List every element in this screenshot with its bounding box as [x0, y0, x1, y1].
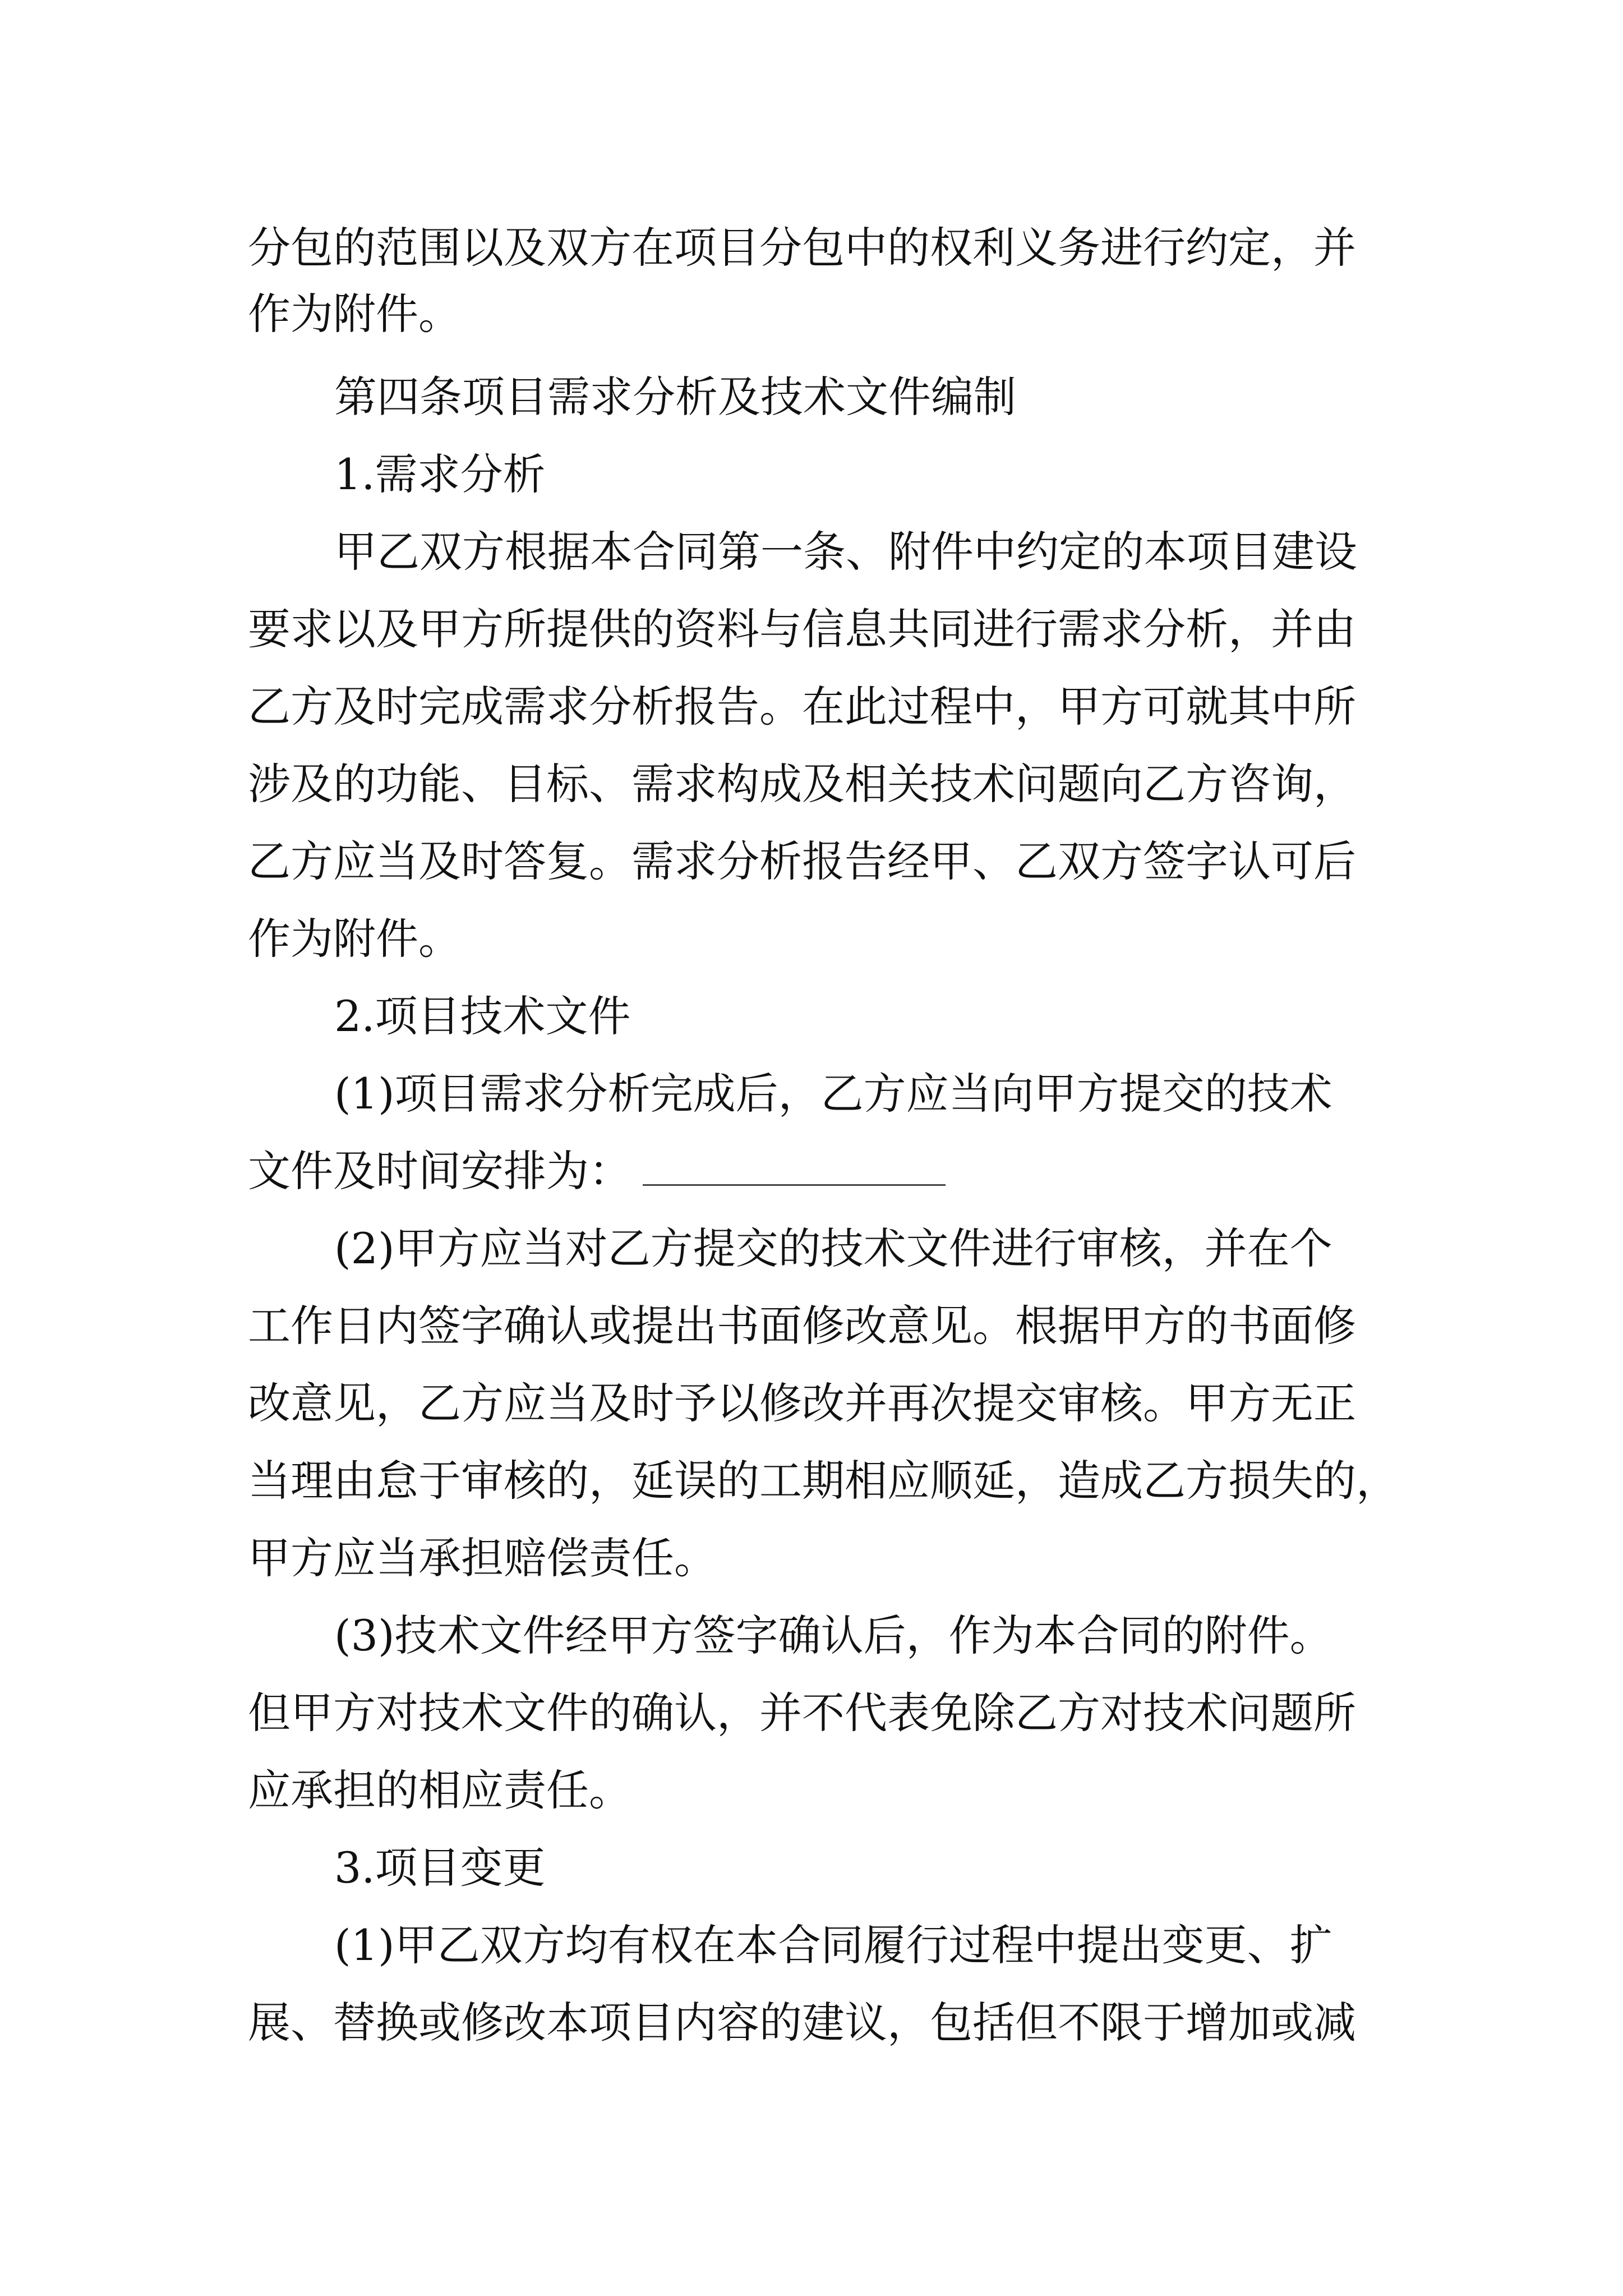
text-line: 展、替换或修改本项目内容的建议，包括但不限于增加或减 — [248, 1998, 1356, 2047]
text-line: 要求以及甲方所提供的资料与信息共同进行需求分析，并由 — [248, 604, 1356, 654]
text-line: 分包的范围以及双方在项目分包中的权利义务进行约定，并 — [248, 223, 1356, 273]
text-line: 作为附件。 — [248, 289, 461, 339]
text-line: (3)技术文件经甲方签字确认后，作为本合同的附件。 — [334, 1611, 1332, 1660]
text-line: (1)项目需求分析完成后，乙方应当向甲方提交的技术 — [334, 1069, 1332, 1119]
text-line: 乙方应当及时答复。需求分析报告经甲、乙双方签字认可后 — [248, 836, 1356, 886]
text-line: 涉及的功能、目标、需求构成及相关技术问题向乙方咨询， — [248, 759, 1356, 809]
section-heading: 2.项目技术文件 — [334, 991, 631, 1041]
text-line: 工作日内签字确认或提出书面修改意见。根据甲方的书面修 — [248, 1301, 1356, 1351]
section-heading: 3.项目变更 — [334, 1843, 546, 1893]
text-line: 但甲方对技术文件的确认，并不代表免除乙方对技术问题所 — [248, 1688, 1356, 1738]
text-segment: 文件及时间安排为： — [248, 1146, 631, 1196]
text-line: (1)甲乙双方均有权在本合同履行过程中提出变更、扩 — [334, 1920, 1332, 1970]
text-line: (2)甲方应当对乙方提交的技术文件进行审核，并在个 — [334, 1223, 1332, 1273]
text-line: 作为附件。 — [248, 914, 461, 964]
text-line: 甲方应当承担赔偿责任。 — [248, 1533, 717, 1583]
text-line: 甲乙双方根据本合同第一条、附件中约定的本项目建设 — [334, 527, 1357, 577]
text-line: 应承担的相应责任。 — [248, 1765, 631, 1815]
fill-in-blank — [643, 1151, 946, 1186]
text-line: 改意见，乙方应当及时予以修改并再次提交审核。甲方无正 — [248, 1378, 1356, 1428]
section-heading: 1.需求分析 — [334, 449, 546, 499]
article-heading: 第四条项目需求分析及技术文件编制 — [334, 372, 1016, 422]
text-line: 当理由怠于审核的，延误的工期相应顺延，造成乙方损失的， — [248, 1456, 1399, 1506]
text-line: 乙方及时完成需求分析报告。在此过程中，甲方可就其中所 — [248, 682, 1356, 731]
text-line-with-blank — [248, 1143, 946, 1199]
